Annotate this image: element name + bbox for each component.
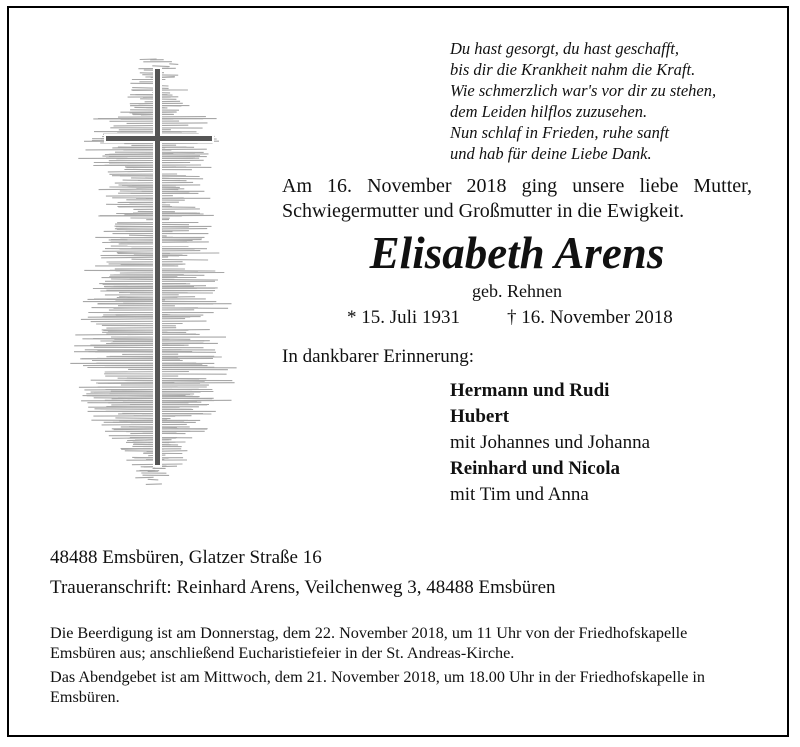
family-list: [450, 378, 770, 508]
hatch-stroke: [133, 209, 200, 210]
hatch-stroke: [135, 477, 153, 478]
poem-line: dem Leiden hilflos zuzusehen.: [450, 102, 648, 121]
hatch-stroke: [81, 319, 185, 320]
hatch-stroke: [102, 424, 187, 425]
hatch-stroke: [86, 394, 190, 395]
hatch-stroke: [152, 66, 169, 67]
deceased-name: Elisabeth Arens: [369, 228, 665, 278]
hatch-stroke: [88, 317, 195, 318]
mourning-address: Traueranschrift: Reinhard Arens, Veilchenweg 3, 48488 Emsbüren: [50, 577, 556, 598]
hatch-stroke: [108, 383, 235, 384]
family-member: Hubert: [450, 406, 510, 427]
death-announcement: [282, 174, 752, 224]
family-member-sub: mit Johannes und Johanna: [450, 432, 651, 453]
hatch-stroke: [86, 149, 207, 150]
family-member: Reinhard und Nicola: [450, 458, 620, 479]
funeral-note: Die Beerdigung ist am Donnerstag, dem 22. November 2018, um 11 Uhr von der Friedhofskapelle Emsbüren aus; anschließend Eucharistiefeier in der St. Andreas-Kirche.: [50, 624, 688, 662]
hatch-stroke: [108, 171, 160, 172]
hatch-stroke: [91, 321, 207, 322]
hatch-stroke: [132, 259, 209, 260]
poem-line: Nun schlaf in Frieden, ruhe sanft: [450, 123, 670, 142]
poem-line: Wie schmerzlich war's vor dir zu stehen,: [450, 81, 717, 100]
hatch-stroke: [148, 479, 159, 480]
address-block: [50, 543, 556, 603]
hatch-stroke: [123, 400, 232, 401]
hatch-stroke: [132, 88, 168, 89]
hatch-stroke: [96, 324, 183, 325]
memory-line: In dankbarer Erinnerung:: [282, 346, 475, 367]
sketched-cross-icon: [50, 55, 260, 495]
hatch-stroke: [114, 125, 189, 126]
hatch-stroke: [145, 101, 181, 102]
hatch-stroke: [91, 391, 192, 392]
death-date: † 16. November 2018: [507, 307, 673, 328]
poem: [450, 38, 770, 164]
birth-date: * 15. Juli 1931: [347, 307, 460, 328]
poem-line: bis dir die Krankheit nahm die Kraft.: [450, 60, 696, 79]
hatch-stroke: [115, 224, 189, 225]
hatch-stroke: [84, 270, 215, 271]
hatch-stroke: [82, 358, 178, 359]
evening-prayer-note: Das Abendgebet ist am Mittwoch, dem 21. November 2018, um 18.00 Uhr in der Friedhofskapelle in Emsbüren.: [50, 668, 706, 706]
family-member-sub: mit Tim und Anna: [450, 484, 589, 505]
hatch-stroke: [134, 107, 167, 108]
announcement-line: Schwiegermutter und Großmutter in die Ewigkeit.: [282, 200, 685, 222]
poem-line: Du hast gesorgt, du hast geschafft,: [450, 39, 680, 58]
hatch-stroke: [103, 251, 201, 252]
service-notes: [50, 624, 752, 712]
hatch-stroke: [105, 372, 189, 373]
poem-line: und hab für deine Liebe Dank.: [450, 144, 652, 163]
announcement-line: Am 16. November 2018 ging unsere liebe Mutter,: [282, 175, 752, 197]
birth-name: geb. Rehnen: [472, 281, 562, 301]
hatch-stroke: [115, 418, 170, 419]
home-address: 48488 Emsbüren, Glatzer Straße 16: [50, 547, 322, 568]
hatch-stroke: [146, 484, 162, 485]
hatch-stroke: [120, 273, 224, 274]
hatch-stroke: [169, 64, 178, 65]
hatch-stroke: [133, 442, 169, 443]
hatch-stroke: [127, 123, 208, 124]
family-member: Hermann und Rudi: [450, 380, 610, 401]
hatch-stroke: [119, 297, 177, 298]
hatch-stroke: [110, 154, 195, 155]
